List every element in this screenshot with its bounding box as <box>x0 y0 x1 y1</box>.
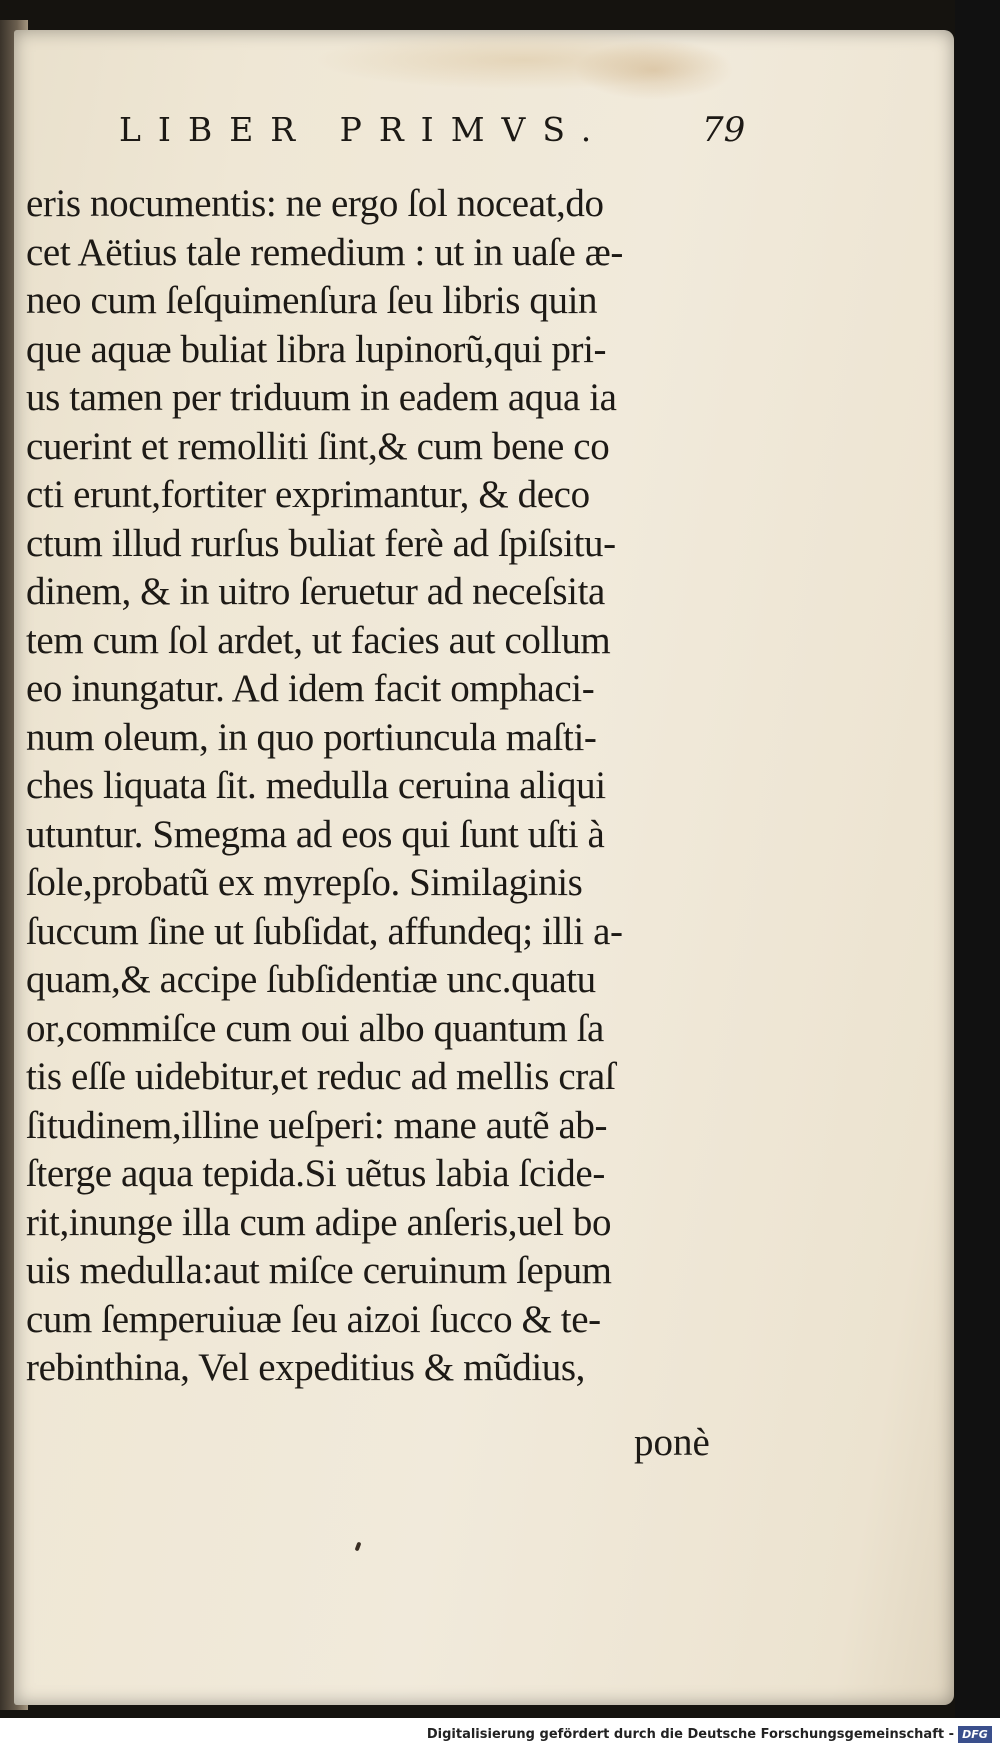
text-line: utuntur. Smegma ad eos qui ſunt uſti à <box>26 812 605 856</box>
digitization-footer <box>0 1718 1000 1752</box>
text-line: ches liquata ſit. medulla ceruina aliqui <box>26 764 606 807</box>
text-line: rebinthina, Vel expeditius & mũdius, <box>26 1346 585 1389</box>
text-line: eo inungatur. Ad idem facit omphaci- <box>26 667 595 710</box>
ink-speck <box>355 1542 362 1552</box>
text-line: cum ſemperuiuæ ſeu aizoi ſucco & te- <box>26 1297 601 1341</box>
text-line: tem cum ſol ardet, ut facies aut collum <box>26 618 611 662</box>
text-line: ſole,probatũ ex myrepſo. Similaginis <box>26 861 583 904</box>
text-line: dinem, & in uitro ſeruetur ad neceſsita <box>26 570 605 613</box>
text-line: uis medulla:aut miſce ceruinum ſepum <box>26 1249 612 1292</box>
text-line: cet Aëtius tale remedium : ut in uaſe æ- <box>26 230 623 274</box>
text-line: num oleum, in quo portiuncula maſti- <box>26 715 597 759</box>
text-line: ſterge aqua tepida.Si uẽtus labia ſcide- <box>26 1152 605 1195</box>
text-line: eris nocumentis: ne ergo ſol noceat,do <box>26 182 604 225</box>
text-line: us tamen per triduum in eadem aqua ia <box>26 376 617 419</box>
book-page <box>14 30 954 1705</box>
footer-credit: Digitalisierung gefördert durch die Deutsche Forschungsgemeinschaft - <box>426 1727 954 1742</box>
text-line: ctum illud rurſus buliat ferè ad ſpiſsitu- <box>26 521 616 565</box>
text-line: cuerint et remolliti ſint,& cum bene co <box>26 424 610 468</box>
running-title: LIBER PRIMVS. <box>119 110 609 149</box>
body-text <box>26 180 766 1393</box>
text-line: quam,& accipe ſubſidentiæ unc.quatu <box>26 958 596 1001</box>
text-line: neo cum ſeſquimenſura ſeu libris quin <box>26 279 598 322</box>
text-line: tis eſſe uidebitur,et reduc ad mellis craſ <box>26 1055 616 1098</box>
text-line: ſitudinem,illine ueſperi: mane autẽ ab- <box>26 1103 608 1147</box>
text-line: ſuccum ſine ut ſubſidat, affundeq; illi a- <box>26 909 623 953</box>
text-line: rit,inunge illa cum adipe anſeris,uel bo <box>26 1200 612 1244</box>
paper-stain <box>574 40 734 100</box>
page-number: 79 <box>702 110 746 150</box>
text-line: cti erunt,fortiter exprimantur, & deco <box>26 473 590 516</box>
dfg-logo-icon: DFG <box>958 1726 992 1743</box>
scan-border-right <box>955 0 1000 1752</box>
text-line: que aquæ buliat libra lupinorũ,qui pri- <box>26 327 607 371</box>
text-line: or,commiſce cum oui albo quantum ſa <box>26 1006 604 1050</box>
catchword: ponè <box>634 1421 710 1464</box>
